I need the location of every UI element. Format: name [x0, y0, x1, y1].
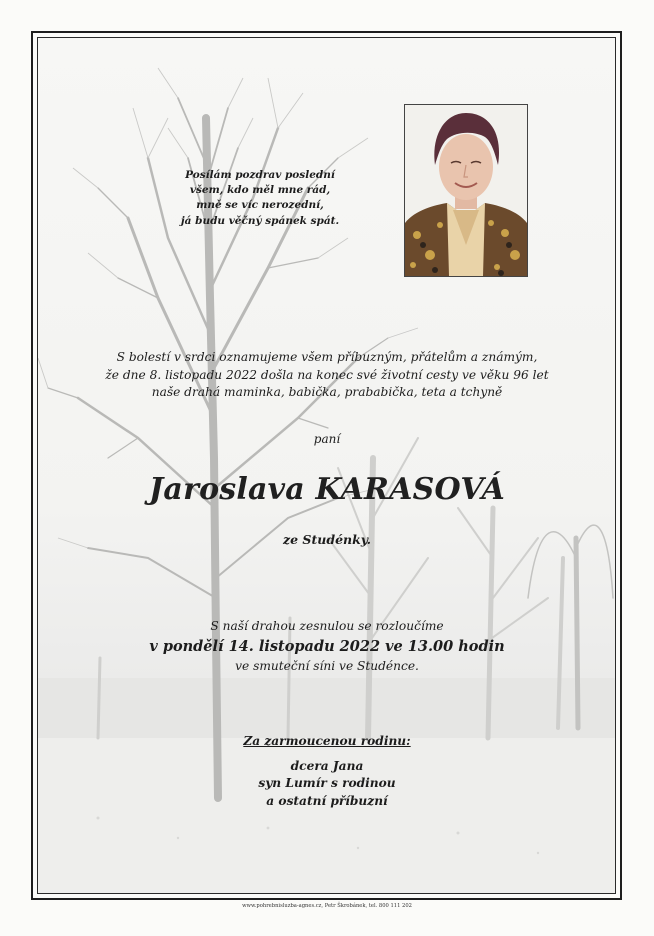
- family-member: a ostatní příbuzní: [266, 793, 388, 808]
- footer-contact: www.pohrebnisluzba-agnes.cz, Petr Škrobánek, tel. 800 111 202: [242, 903, 412, 909]
- announcement-line: naše drahá maminka, babička, prababička, teta a tchyně: [151, 385, 503, 399]
- family-member: dcera Jana: [290, 759, 364, 774]
- origin: ze Studénky.: [283, 532, 371, 547]
- deceased-name: Jaroslava KARASOVÁ: [149, 472, 505, 507]
- poem-line: mně se víc nerozední,: [196, 199, 324, 212]
- funeral-line: S naší drahou zesnulou se rozloučíme: [210, 619, 444, 633]
- family-signature: [0, 733, 654, 810]
- title-prefix: paní: [313, 432, 341, 446]
- poem-line: všem, kdo měl mne rád,: [189, 184, 331, 197]
- family-heading: Za zarmoucenou rodinu:: [243, 734, 411, 748]
- announcement-line: že dne 8. listopadu 2022 došla na konec své životní cesty ve věku 96 let: [105, 367, 549, 382]
- funeral-date: v pondělí 14. listopadu 2022 ve 13.00 hodin: [149, 638, 505, 655]
- family-member: syn Lumír s rodinou: [258, 776, 396, 791]
- announcement: [0, 349, 654, 402]
- poem-line: Posílám pozdrav poslední: [185, 169, 335, 181]
- poem: [150, 168, 370, 229]
- portrait-photo: [404, 104, 528, 277]
- funeral-place: ve smuteční síni ve Studénce.: [235, 659, 419, 673]
- announcement-line: S bolestí v srdci oznamujeme všem příbuzným, přátelům a známým,: [116, 350, 538, 364]
- poem-line: já budu věčný spánek spát.: [180, 214, 340, 227]
- funeral-info: [0, 617, 654, 676]
